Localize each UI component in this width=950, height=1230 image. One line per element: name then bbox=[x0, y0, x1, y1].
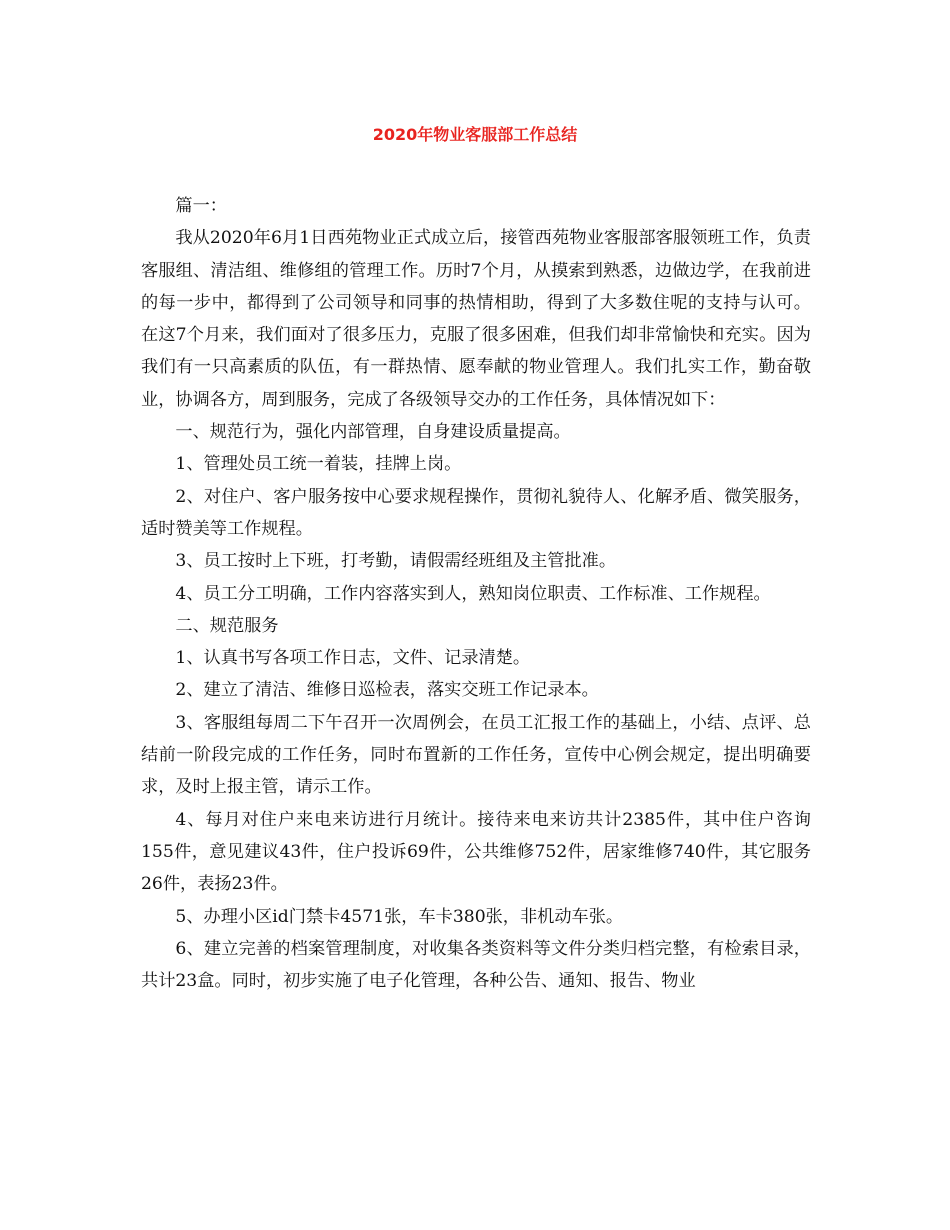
paragraph-item: 1、管理处员工统一着装，挂牌上岗。 bbox=[175, 454, 462, 475]
paragraph-section-one-heading: 一、规范行为，强化内部管理，自身建设质量提高。 bbox=[175, 422, 571, 443]
paragraph-item: 2、对住户、客户服务按中心要求规程操作，贯彻礼貌待人、化解矛盾、微笑服务，适时赞美等工作规程。 bbox=[141, 486, 811, 539]
paragraph-heading-part-one: 篇一： bbox=[175, 196, 227, 216]
paragraph-intro: 我从2020年6月1日西苑物业正式成立后，接管西苑物业客服部客服领班工作，负责客服组、清洁组、维修组的管理工作。历时7个月，从摸索到熟悉，边做边学，在我前进的每一步中，都得到了公司领导和同事的热情相助，得到了大多数住呢的支持与认可。在这7个月来，我们面对了很多压力，克服了很多困难，但我们却非常愉快和充实。因为我们有一只高素质的队伍，有一群热情、愿奉献的物业管理人。我们扎实工作，勤奋敬业，协调各方，周到服务，完成了各级领导交办的工作任务，具体情况如下： bbox=[141, 228, 811, 410]
paragraph-item: 2、建立了清洁、维修日巡检表，落实交班工作记录本。 bbox=[175, 680, 599, 701]
paragraph-item: 4、每月对住户来电来访进行月统计。接待来电来访共计2385件，其中住户咨询155件，意见建议43件，住户投诉69件，公共维修752件，居家维修740件，其它服务26件，表扬23件。 bbox=[141, 809, 811, 895]
paragraph-section-two-heading: 二、规范服务 bbox=[175, 615, 279, 636]
paragraph-item: 6、建立完善的档案管理制度，对收集各类资料等文件分类归档完整，有检索目录，共计23盒。同时，初步实施了电子化管理，各种公告、通知、报告、物业 bbox=[141, 938, 811, 992]
document-body bbox=[141, 190, 811, 997]
paragraph-item: 4、员工分工明确，工作内容落实到人，熟知岗位职责、工作标准、工作规程。 bbox=[175, 583, 771, 604]
paragraph-item: 5、办理小区id门禁卡4571张，车卡380张，非机动车张。 bbox=[175, 906, 624, 927]
paragraph-item: 3、客服组每周二下午召开一次周例会，在员工汇报工作的基础上，小结、点评、总结前一阶段完成的工作任务，同时布置新的工作任务，宣传中心例会规定，提出明确要求，及时上报主管，请示工作。 bbox=[141, 712, 811, 798]
document-title: 2020年物业客服部工作总结 bbox=[372, 125, 578, 144]
paragraph-item: 1、认真书写各项工作日志，文件、记录清楚。 bbox=[175, 648, 531, 669]
paragraph-item: 3、员工按时上下班，打考勤，请假需经班组及主管批准。 bbox=[175, 551, 617, 572]
